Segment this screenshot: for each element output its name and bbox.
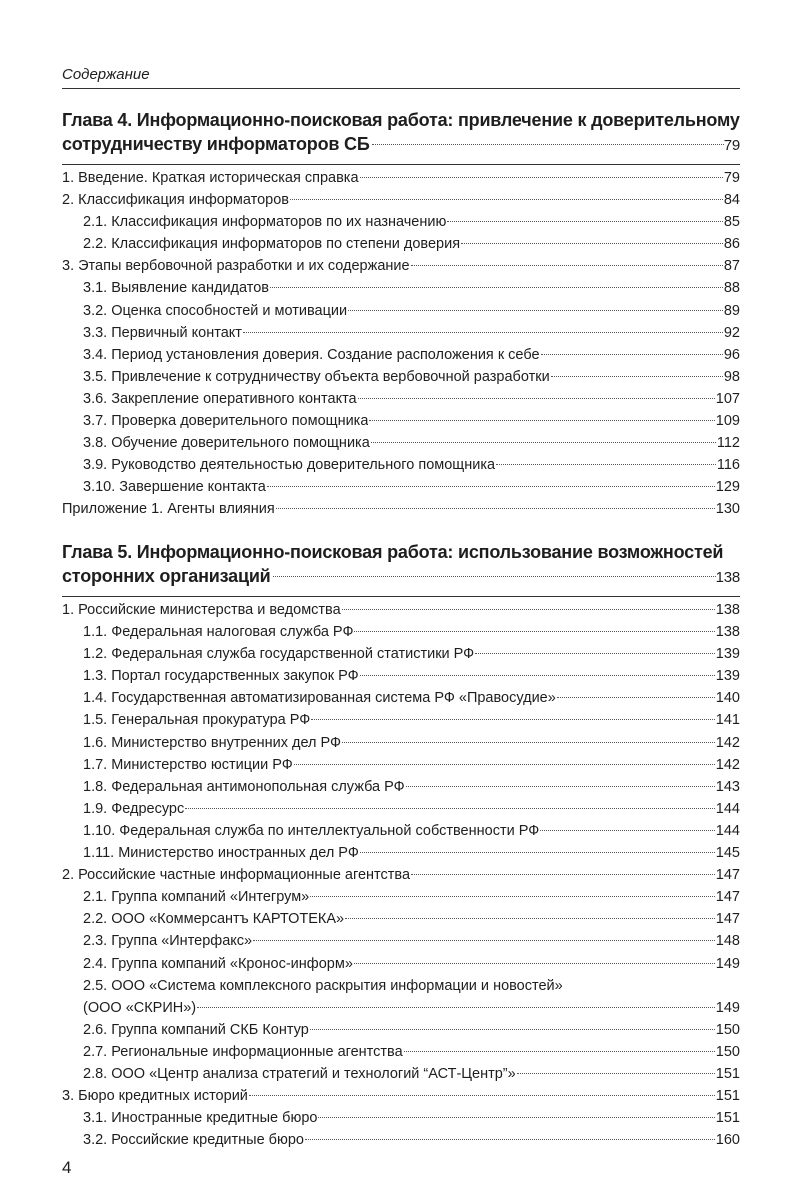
toc-entry[interactable] [62,300,740,322]
toc-entry-title: 3.9. Руководство деятельностью доверительного помощника [83,457,496,474]
leader-dots [345,918,715,919]
toc-entry-page: 147 [715,911,740,928]
toc-entry[interactable] [62,798,740,820]
toc-entry-page: 109 [715,413,740,430]
toc-entry-title: 3. Бюро кредитных историй [62,1088,248,1105]
toc-entry[interactable] [62,1041,740,1063]
toc-entry-title: 1.7. Министерство юстиции РФ [83,756,293,773]
toc-entry[interactable] [62,886,740,908]
chapter-title-line1: Глава 4. Информационно-поисковая работа: привлечение к доверительному [62,110,740,130]
toc-entry-page: 142 [715,756,740,773]
toc-entry-page: 148 [715,933,740,950]
toc-entry[interactable] [62,842,740,864]
toc-entry-title: 1.6. Министерство внутренних дел РФ [83,734,342,751]
toc-entry-page: 107 [715,390,740,407]
toc-entry-title: 2.1. Классификация информаторов по их назначению [83,214,447,231]
toc-entry-page: 149 [715,999,740,1016]
leader-dots [540,830,715,831]
toc-entry[interactable] [62,1063,740,1085]
toc-entry[interactable] [62,776,740,798]
toc-entry-title: (ООО «СКРИН») [83,999,197,1016]
toc-entry-title: 1.4. Государственная автоматизированная система РФ «Правосудие» [83,690,556,707]
toc-entry-page: 89 [723,302,740,319]
leader-dots [517,1073,715,1074]
toc-entry-page: 92 [723,324,740,341]
chapter-title-line2: сторонних организаций [62,566,271,586]
toc-entry-page: 151 [715,1065,740,1082]
toc-entry-title: 2.5. ООО «Система комплексного раскрытия информации и новостей» [83,977,563,994]
toc-entry[interactable] [62,1129,740,1151]
leader-dots [406,786,715,787]
leader-dots [372,144,724,145]
leader-dots [273,576,716,577]
leader-dots [360,177,723,178]
toc-entry-title: 2.2. Классификация информаторов по степени доверия [83,236,461,253]
toc-entry-page: 150 [715,1043,740,1060]
toc-entry[interactable] [62,322,740,344]
toc-entry-page: 96 [723,346,740,363]
toc-entry[interactable] [62,498,740,520]
toc-entry[interactable] [62,344,740,366]
leader-dots [354,631,714,632]
leader-dots [411,874,715,875]
toc-list [62,164,740,521]
leader-dots [557,697,715,698]
toc-entry-title: 3.5. Привлечение к сотрудничеству объекта вербовочной разработки [83,368,550,385]
toc-entry[interactable] [62,732,740,754]
toc-entry-page: 144 [715,822,740,839]
toc-entry-page: 138 [715,624,740,641]
leader-dots [371,442,716,443]
toc-entry-title: 2.1. Группа компаний «Интегрум» [83,889,310,906]
toc-entry[interactable] [62,754,740,776]
leader-dots [461,243,723,244]
leader-dots [348,310,723,311]
leader-dots [318,1117,714,1118]
chapter-title-line2-row [62,564,740,590]
toc-entry-page: 142 [715,734,740,751]
toc-entry-page: 84 [723,192,740,209]
toc-entry-title: 3.1. Иностранные кредитные бюро [83,1110,318,1127]
toc-entry-title: 2. Классификация информаторов [62,192,289,209]
toc-entry-page: 151 [715,1088,740,1105]
toc-entry-title: 2.8. ООО «Центр анализа стратегий и технологий “АСТ-Центр”» [83,1065,516,1082]
leader-dots [270,287,723,288]
chapter-title [62,108,740,158]
leader-dots [290,199,723,200]
leader-dots [360,675,715,676]
toc-entry-title: 1.9. Федресурс [83,800,185,817]
toc-entry[interactable] [62,167,740,189]
leader-dots [354,963,715,964]
toc-entry[interactable] [62,930,740,952]
toc-entry-title: Приложение 1. Агенты влияния [62,501,275,518]
leader-dots [551,376,723,377]
chapter-5-section [62,540,740,1151]
toc-entry-page: 145 [715,845,740,862]
leader-dots [360,852,715,853]
toc-entry-page: 130 [715,501,740,518]
toc-entry-page: 144 [715,800,740,817]
leader-dots [185,808,715,809]
toc-entry-title: 1.8. Федеральная антимонопольная служба РФ [83,778,405,795]
leader-dots [197,1007,715,1008]
toc-entry-title: 1. Российские министерства и ведомства [62,602,341,618]
leader-dots [311,719,715,720]
toc-entry[interactable] [62,599,740,621]
toc-entry[interactable] [62,820,740,842]
toc-entry-page: 116 [716,457,740,474]
leader-dots [369,420,714,421]
toc-entry-title: 3.4. Период установления доверия. Создание расположения к себе [83,346,540,363]
toc-entry[interactable] [62,709,740,731]
toc-entry-title: 1. Введение. Краткая историческая справка [62,170,359,186]
toc-entry-title: 1.10. Федеральная служба по интеллектуальной собственности РФ [83,822,540,839]
toc-entry-page: 140 [715,690,740,707]
toc-entry-title: 1.1. Федеральная налоговая служба РФ [83,624,354,641]
toc-entry-page: 138 [715,602,740,618]
leader-dots [243,332,723,333]
chapter-title-line1: Глава 5. Информационно-поисковая работа: использование возможностей [62,542,724,562]
running-header: Содержание [62,66,740,89]
toc-entry[interactable] [62,189,740,211]
leader-dots [358,398,715,399]
leader-dots [310,896,715,897]
toc-entry[interactable] [62,388,740,410]
toc-entry-title: 3.2. Оценка способностей и мотивации [83,302,348,319]
toc-entry[interactable] [62,211,740,233]
toc-entry-title: 3.10. Завершение контакта [83,479,266,496]
toc-entry-page: 85 [723,214,740,231]
toc-entry-page: 129 [715,479,740,496]
toc-entry-title: 2.3. Группа «Интерфакс» [83,933,253,950]
leader-dots [541,354,723,355]
toc-entry[interactable] [62,1107,740,1129]
toc-entry-page: 88 [723,280,740,297]
toc-entry-title: 1.5. Генеральная прокуратура РФ [83,712,311,729]
toc-entry-title: 1.2. Федеральная служба государственной статистики РФ [83,646,475,663]
toc-entry[interactable] [62,476,740,498]
toc-entry-title: 2. Российские частные информационные агентства [62,867,411,884]
leader-dots [310,1029,715,1030]
toc-entry-title: 2.7. Региональные информационные агентства [83,1043,403,1060]
toc-list [62,596,740,1151]
toc-entry-title: 1.11. Министерство иностранных дел РФ [83,845,359,862]
leader-dots [276,508,715,509]
chapter-title [62,540,740,590]
toc-entry-page: 98 [723,368,740,385]
toc-entry-page: 151 [715,1110,740,1127]
toc-entry-page: 141 [715,712,740,729]
toc-entry-title: 3.1. Выявление кандидатов [83,280,270,297]
toc-entry[interactable] [62,997,740,1019]
leader-dots [496,464,716,465]
toc-entry-page: 147 [715,889,740,906]
chapter-title-line2: сотрудничеству информаторов СБ [62,134,370,154]
toc-entry[interactable] [62,687,740,709]
leader-dots [294,764,715,765]
toc-entry-page: 147 [715,867,740,884]
leader-dots [404,1051,715,1052]
toc-entry[interactable] [62,255,740,277]
chapter-page-number: 79 [723,137,740,154]
toc-entry-page: 139 [715,646,740,663]
toc-entry[interactable] [62,643,740,665]
toc-entry[interactable] [62,1019,740,1041]
toc-entry-page: 160 [715,1132,740,1149]
toc-entry-page: 86 [723,236,740,253]
toc-entry-page: 112 [716,435,740,452]
toc-entry[interactable] [62,277,740,299]
toc-entry-title: 3.2. Российские кредитные бюро [83,1132,304,1149]
toc-entry-title: 3.8. Обучение доверительного помощника [83,435,370,452]
toc-entry-title: 2.6. Группа компаний СКБ Контур [83,1021,309,1038]
toc-entry[interactable] [62,366,740,388]
toc-entry-page: 87 [723,258,740,275]
chapter-title-line2-row [62,132,740,158]
toc-entry-title: 3.6. Закрепление оперативного контакта [83,390,357,407]
toc-entry[interactable] [62,908,740,930]
toc-entry[interactable] [62,621,740,643]
toc-entry[interactable] [62,975,740,997]
toc-entry[interactable] [62,454,740,476]
leader-dots [447,221,723,222]
leader-dots [411,265,723,266]
leader-dots [253,940,715,941]
leader-dots [475,653,715,654]
toc-entry-title: 3.7. Проверка доверительного помощника [83,413,369,430]
toc-entry[interactable] [62,953,740,975]
toc-entry[interactable] [62,665,740,687]
toc-entry-title: 1.3. Портал государственных закупок РФ [83,668,359,685]
toc-entry[interactable] [62,432,740,454]
toc-entry-title: 3.3. Первичный контакт [83,324,242,341]
toc-entry-title: 3. Этапы вербовочной разработки и их содержание [62,258,410,275]
toc-entry-page: 150 [715,1021,740,1038]
leader-dots [342,609,715,610]
toc-entry[interactable] [62,233,740,255]
page-number: 4 [62,1158,72,1177]
toc-entry[interactable] [62,1085,740,1107]
leader-dots [305,1139,715,1140]
toc-entry-title: 2.4. Группа компаний «Кронос-информ» [83,955,353,972]
toc-entry-title: 2.2. ООО «Коммерсантъ КАРТОТЕКА» [83,911,345,928]
leader-dots [342,742,715,743]
leader-dots [267,486,715,487]
chapter-4-section [62,108,740,521]
toc-entry[interactable] [62,410,740,432]
toc-entry-page: 79 [723,170,740,186]
toc-entry-page: 143 [715,778,740,795]
toc-entry-page: 149 [715,955,740,972]
toc-entry[interactable] [62,864,740,886]
leader-dots [249,1095,715,1096]
toc-entry-page: 139 [715,668,740,685]
chapter-page-number: 138 [715,569,740,586]
